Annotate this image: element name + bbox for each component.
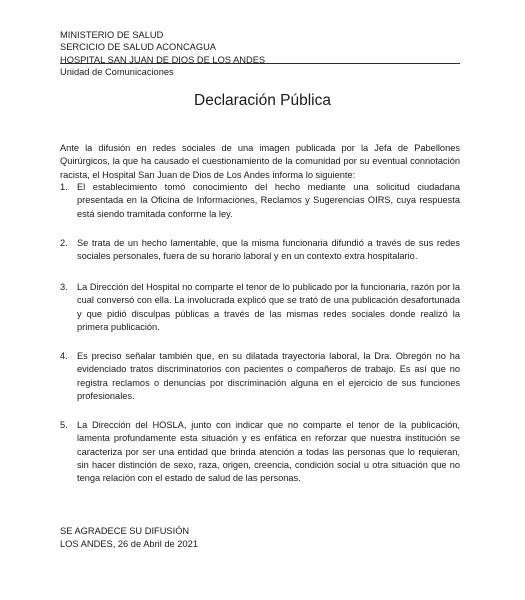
list-item-text: La Dirección del HOSLA, junto con indicar que no comparte el tenor de la publicación, lamenta profundamente esta situación y es enfática en reforzar que nuestra institución se caracteriza por ser una entidad que brinda atención a todas las personas que lo requieran, sin hacer distinción de sexo, raza, origen, creencia, condición social u otra situación que no tenga relación con el estado de salud de las personas. xyxy=(77,420,460,484)
list-item-number: 2. xyxy=(60,238,68,248)
list-item-number: 1. xyxy=(60,182,68,192)
letterhead-ministry: MINISTERIO DE SALUD xyxy=(60,30,164,40)
letterhead xyxy=(60,29,460,66)
letterhead-unit: Unidad de Comunicaciones xyxy=(60,67,174,77)
intro-paragraph: Ante la difusión en redes sociales de una imagen publicada por la Jefa de Pabellones Quirúrgicos, la que ha causado el cuestionamiento de la comunidad por su eventual connotación racista, el Hospital San Juan de Dios de Los Andes informa lo siguiente: xyxy=(60,143,460,180)
closing xyxy=(60,525,198,551)
list-item-number: 3. xyxy=(60,282,68,292)
list-item-number: 5. xyxy=(60,420,68,430)
document-title: Declaración Pública xyxy=(194,92,331,109)
list-item-text: La Dirección del Hospital no comparte el tenor de lo publicado por la funcionaria, razón por la cual conversó con ella. La involucrada explicó que se trató de una publicación desafortunada y que pidió disculpas públicas a través de las mismas redes sociales donde realizó la primera publicación. xyxy=(77,282,460,332)
letterhead-divider xyxy=(60,63,460,64)
closing-thanks: SE AGRADECE SU DIFUSIÓN xyxy=(60,526,190,536)
list-item-text: Es preciso señalar también que, en su dilatada trayectoria laboral, la Dra. Obregón no ha evidenciado tratos discriminatorios con pacientes o compañeros de trabajo. Es así que no registra reclamos o denuncias por discriminación alguna en el ejercicio de sus funciones profesionales. xyxy=(77,351,460,401)
list-item-text: El establecimiento tomó conocimiento del hecho mediante una solicitud ciudadana presentada en la Oficina de Informaciones, Reclamos y Sugerencias OIRS, cuya respuesta está siendo tramitada conforme la ley. xyxy=(77,182,460,219)
letterhead-service: SERCICIO DE SALUD ACONCAGUA xyxy=(60,42,217,53)
list-item-number: 4. xyxy=(60,351,68,361)
letterhead-hospital: HOSPITAL SAN JUAN DE DIOS DE LOS ANDES xyxy=(60,54,266,65)
list-item-text: Se trata de un hecho lamentable, que la misma funcionaria difundió a través de sus redes sociales personales, fuera de su horario laboral y en un contexto extra hospitalario. xyxy=(77,238,460,262)
closing-place-date: LOS ANDES, 26 de Abril de 2021 xyxy=(60,538,198,549)
